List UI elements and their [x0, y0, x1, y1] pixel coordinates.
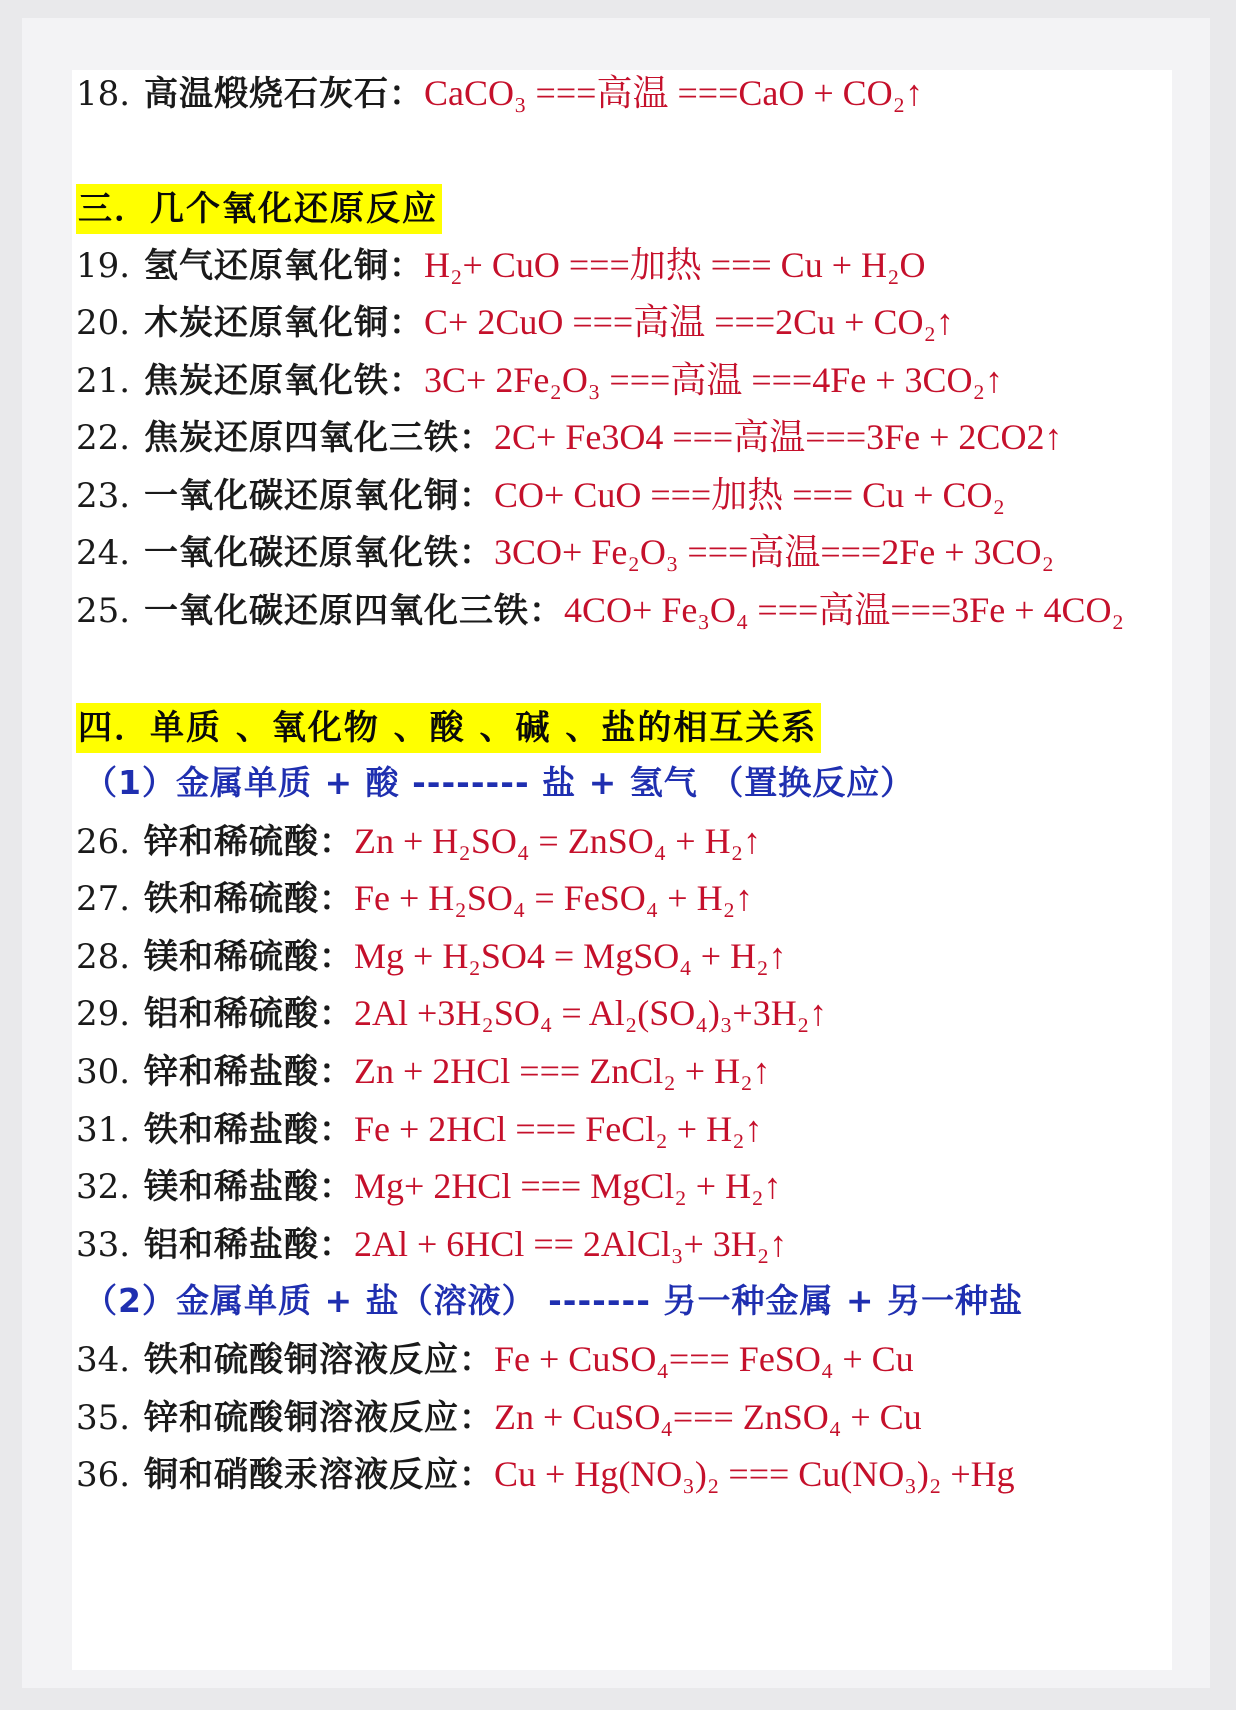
item-number: 34.	[76, 1340, 131, 1380]
item-label: 铝和稀硫酸：	[144, 994, 354, 1034]
item-36	[76, 1451, 1015, 1497]
item-label: 焦炭还原氧化铁：	[144, 361, 424, 401]
item-equation: 2Al + 6HCl == 2AlCl₃+ 3H₂↑	[354, 1224, 788, 1264]
item-equation: Fe + CuSO₄=== FeSO₄ + Cu	[494, 1339, 914, 1379]
item-30	[76, 1048, 771, 1094]
section-heading-three: 三．几个氧化还原反应	[76, 184, 442, 234]
subheading-metal-acid: （1）金属单质 + 酸 -------- 盐 + 氢气 （置换反应）	[84, 763, 915, 802]
item-equation: Zn + CuSO₄=== ZnSO₄ + Cu	[494, 1397, 922, 1437]
item-label: 锌和硫酸铜溶液反应：	[144, 1398, 494, 1438]
item-label: 锌和稀盐酸：	[144, 1052, 354, 1092]
item-label: 铁和稀盐酸：	[144, 1110, 354, 1150]
item-label: 木炭还原氧化铜：	[144, 303, 424, 343]
item-35	[76, 1394, 922, 1440]
item-18	[76, 70, 923, 116]
item-label: 铁和硫酸铜溶液反应：	[144, 1340, 494, 1380]
item-equation: H₂+ CuO ===加热 === Cu + H₂O	[424, 245, 926, 285]
section-heading-four: 四．单质 、氧化物 、酸 、碱 、盐的相互关系	[76, 703, 821, 753]
item-equation: Fe + 2HCl === FeCl₂ + H₂↑	[354, 1109, 763, 1149]
item-33	[76, 1221, 787, 1267]
item-20	[76, 299, 954, 345]
item-number: 33.	[76, 1225, 131, 1265]
item-equation: Cu + Hg(NO₃)₂ === Cu(NO₃)₂ +Hg	[494, 1454, 1015, 1494]
item-label: 镁和稀硫酸：	[144, 937, 354, 977]
item-21	[76, 357, 1003, 403]
item-equation: Mg + H₂SO4 = MgSO₄ + H₂↑	[354, 936, 787, 976]
item-equation: Zn + H₂SO₄ = ZnSO₄ + H₂↑	[354, 821, 762, 861]
item-number: 22.	[76, 418, 131, 458]
item-number: 32.	[76, 1167, 131, 1207]
item-number: 29.	[76, 994, 131, 1034]
item-23	[76, 472, 1005, 518]
item-25	[76, 587, 1124, 633]
item-equation: Mg+ 2HCl === MgCl₂ + H₂↑	[354, 1166, 782, 1206]
item-29	[76, 990, 827, 1036]
item-number: 20.	[76, 303, 131, 343]
item-label: 焦炭还原四氧化三铁：	[144, 418, 494, 458]
item-label: 铝和稀盐酸：	[144, 1225, 354, 1265]
item-number: 35.	[76, 1398, 131, 1438]
item-label: 氢气还原氧化铜：	[144, 246, 424, 286]
item-number: 23.	[76, 476, 131, 516]
item-number: 18.	[76, 74, 131, 114]
item-label: 铜和硝酸汞溶液反应：	[144, 1455, 494, 1495]
item-number: 31.	[76, 1110, 131, 1150]
item-28	[76, 933, 787, 979]
item-label: 锌和稀硫酸：	[144, 822, 354, 862]
item-label: 高温煅烧石灰石：	[144, 74, 424, 114]
item-number: 25.	[76, 591, 131, 631]
item-24	[76, 529, 1054, 575]
item-number: 30.	[76, 1052, 131, 1092]
subheading-metal-salt: （2）金属单质 + 盐（溶液） ------- 另一种金属 + 另一种盐	[84, 1281, 1024, 1320]
item-equation: 2C+ Fe3O4 ===高温===3Fe + 2CO2↑	[494, 417, 1063, 457]
item-number: 26.	[76, 822, 131, 862]
item-equation: CaCO₃ ===高温 ===CaO + CO₂↑	[424, 73, 924, 113]
item-equation: Fe + H₂SO₄ = FeSO₄ + H₂↑	[354, 878, 754, 918]
item-equation: 4CO+ Fe₃O₄ ===高温===3Fe + 4CO₂	[564, 590, 1125, 630]
item-number: 19.	[76, 246, 131, 286]
item-equation: 3C+ 2Fe₂O₃ ===高温 ===4Fe + 3CO₂↑	[424, 360, 1004, 400]
item-label: 一氧化碳还原四氧化三铁：	[144, 591, 564, 631]
item-equation: 3CO+ Fe₂O₃ ===高温===2Fe + 3CO₂	[494, 532, 1055, 572]
item-number: 24.	[76, 533, 131, 573]
item-equation: 2Al +3H₂SO₄ = Al₂(SO₄)₃+3H₂↑	[354, 993, 828, 1033]
item-number: 27.	[76, 879, 131, 919]
item-number: 36.	[76, 1455, 131, 1495]
item-22	[76, 414, 1062, 460]
item-equation: Zn + 2HCl === ZnCl₂ + H₂↑	[354, 1051, 771, 1091]
item-26	[76, 818, 761, 864]
item-label: 一氧化碳还原氧化铜：	[144, 476, 494, 516]
item-32	[76, 1163, 782, 1209]
item-label: 一氧化碳还原氧化铁：	[144, 533, 494, 573]
item-label: 铁和稀硫酸：	[144, 879, 354, 919]
item-31	[76, 1106, 763, 1152]
item-27	[76, 875, 753, 921]
item-number: 28.	[76, 937, 131, 977]
item-equation: CO+ CuO ===加热 === Cu + CO₂	[494, 475, 1006, 515]
item-equation: C+ 2CuO ===高温 ===2Cu + CO₂↑	[424, 302, 955, 342]
item-number: 21.	[76, 361, 131, 401]
item-19	[76, 242, 926, 288]
item-label: 镁和稀盐酸：	[144, 1167, 354, 1207]
item-34	[76, 1336, 914, 1382]
